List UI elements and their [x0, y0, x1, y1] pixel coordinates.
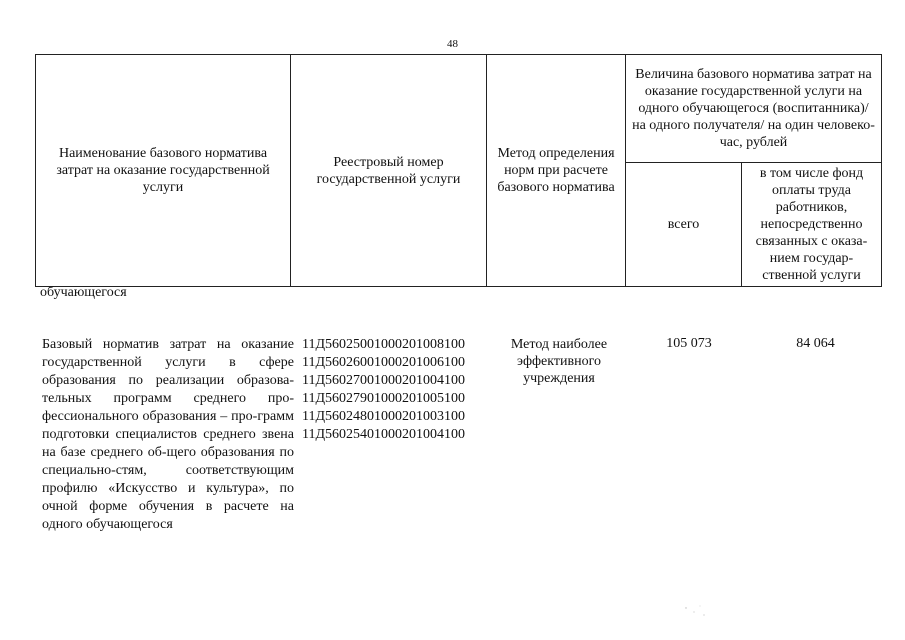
scan-speck: [680, 600, 710, 620]
row-method: Метод наиболее эффективного учреждения: [510, 337, 608, 386]
registry-code: 11Д56027001000201004100: [302, 373, 466, 388]
header-registry-number: Реестровый номер государственной услуги: [291, 55, 487, 287]
registry-code: 11Д56025001000201008100: [302, 337, 466, 352]
page-number: 48: [447, 38, 458, 50]
registry-code: 11Д56024801000201003100: [302, 409, 466, 424]
header-wage-fund: в том числе фонд оплаты труда работников, непосредственно связанных с оказа-нием государ-ственной услуги: [742, 163, 882, 287]
registry-code: 11Д56025401000201004100: [302, 427, 466, 442]
row-total: 105 073: [666, 336, 712, 351]
header-service-name: Наименование базового норматива затрат на оказание государственной услуги: [36, 55, 291, 287]
header-method: Метод определения норм при расчете базового норматива: [487, 55, 626, 287]
registry-code: 11Д56027901000201005100: [302, 391, 466, 406]
header-total: всего: [626, 163, 742, 287]
continuation-text: обучающегося: [40, 285, 127, 300]
row-service-name: Базовый норматив затрат на оказание государственной услуги в сфере образования по реализации образова-тельных программ среднего про-фессионального образования – про-грамм подготовки специалистов среднего звена на базе среднего об-щего образования по специально-стям, соответствующим профилю «Искусство и культура», по очной форме обучения в расчете на одного обучающегося: [42, 337, 294, 532]
row-wage-fund: 84 064: [796, 336, 835, 351]
header-norm-value: Величина базового норматива затрат на оказание государственной услуги на одного обучающегося (воспитанника)/ на одного получателя/ на один человеко-час, рублей: [626, 55, 882, 163]
row-registry-codes: [302, 336, 492, 444]
norms-table-header: [35, 54, 882, 287]
registry-code: 11Д56026001000201006100: [302, 355, 466, 370]
